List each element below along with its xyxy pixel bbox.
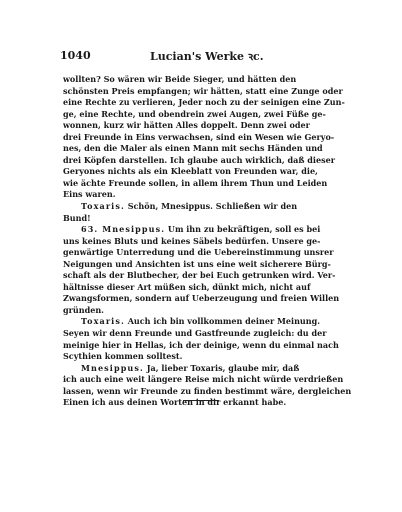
text-line bbox=[63, 189, 359, 201]
line-text: nes, den die Maler als einen Mann mit sechs Händen und bbox=[63, 143, 323, 154]
text-line bbox=[63, 259, 359, 271]
line-text: gründen. bbox=[63, 304, 104, 315]
speaker-name: Toxaris. bbox=[81, 316, 125, 327]
closing-rule bbox=[183, 400, 219, 401]
line-text: drei Köpfen darstellen. Ich glaube auch wirklich, daß dieser bbox=[63, 154, 335, 165]
text-line bbox=[63, 213, 359, 225]
text-line bbox=[63, 224, 359, 236]
line-text: ge, eine Rechte, und obendrein zwei Augen, zwei Füße ge- bbox=[63, 108, 326, 119]
text-line bbox=[63, 109, 359, 121]
text-line bbox=[63, 305, 359, 317]
text-line bbox=[63, 155, 359, 167]
line-text: schönsten Preis empfangen; wir hätten, statt eine Zunge oder bbox=[63, 85, 343, 96]
line-text: Seyen wir denn Freunde und Gastfreunde zugleich: du der bbox=[63, 328, 327, 339]
line-text: ich auch eine weit längere Reise mich nicht würde verdrießen bbox=[63, 374, 344, 385]
page-number: 1040 bbox=[60, 49, 91, 62]
text-line bbox=[63, 236, 359, 248]
text-line bbox=[63, 201, 359, 213]
line-text: genwärtige Unterredung und die Uebereinstimmung unsrer bbox=[63, 247, 334, 258]
text-line bbox=[63, 282, 359, 294]
line-text: drei Freunde in Eins verwachsen, sind ein Wesen wie Geryo- bbox=[63, 131, 335, 142]
body-text bbox=[63, 74, 359, 409]
text-line bbox=[63, 120, 359, 132]
line-text: Ja, lieber Toxaris, glaube mir, daß bbox=[146, 362, 300, 373]
text-line bbox=[63, 386, 359, 398]
line-text: Scythien kommen solltest. bbox=[63, 351, 183, 362]
line-text: wollten? So wären wir Beide Sieger, und hätten den bbox=[63, 74, 297, 84]
line-text: Zwangsformen, sondern auf Ueberzeugung und freien Willen bbox=[63, 293, 340, 304]
page-header bbox=[60, 49, 360, 65]
speaker-name: Mnesippus. bbox=[81, 362, 144, 373]
line-text: Um ihn zu bekräftigen, soll es bei bbox=[167, 224, 321, 235]
text-line bbox=[63, 132, 359, 144]
line-text: wie ächte Freunde sollen, in allem ihrem Thun und Leiden bbox=[63, 177, 328, 188]
text-line bbox=[63, 143, 359, 155]
line-text: uns keines Bluts und keines Säbels bedürfen. Unsere ge- bbox=[63, 235, 321, 246]
text-line bbox=[63, 86, 359, 98]
text-line bbox=[63, 97, 359, 109]
line-text: Bund! bbox=[63, 212, 91, 223]
text-line bbox=[63, 316, 359, 328]
text-line bbox=[63, 74, 359, 86]
line-text: Schön, Mnesippus. Schließen wir den bbox=[127, 201, 298, 212]
line-text: lassen, wenn wir Freunde zu finden bestimmt wäre, dergleichen bbox=[63, 385, 352, 396]
line-text: schaft als der Blutbecher, der bei Euch getrunken wird. Ver- bbox=[63, 270, 336, 281]
line-text: eine Rechte zu verlieren, Jeder noch zu der seinigen eine Zun- bbox=[63, 97, 345, 108]
text-line bbox=[63, 178, 359, 190]
text-line bbox=[63, 340, 359, 352]
line-text: wonnen, kurz wir hätten Alles doppelt. Denn zwei oder bbox=[63, 120, 310, 131]
line-text: hältnisse dieser Art müßen sich, dünkt mich, nicht auf bbox=[63, 281, 311, 292]
line-text: meinige hier in Hellas, ich der deinige, wenn du einmal nach bbox=[63, 339, 339, 350]
line-text: Neigungen und Ansichten ist uns eine weit sicherere Bürg- bbox=[63, 258, 331, 269]
text-line bbox=[63, 270, 359, 282]
speaker-name: Toxaris. bbox=[81, 201, 125, 212]
running-title: Lucian's Werke ꝛc. bbox=[150, 50, 264, 63]
text-line bbox=[63, 363, 359, 375]
text-line bbox=[63, 351, 359, 363]
line-text: Geryones nichts als ein Kleeblatt von Freunden war, die, bbox=[63, 166, 318, 177]
line-text: Einen ich aus deinen Worten in dir erkannt habe. bbox=[63, 397, 287, 408]
speaker-name: 63. Mnesippus. bbox=[81, 224, 166, 235]
line-text: Auch ich bin vollkommen deiner Meinung. bbox=[127, 316, 321, 327]
text-line bbox=[63, 293, 359, 305]
text-line bbox=[63, 328, 359, 340]
text-line bbox=[63, 166, 359, 178]
text-line bbox=[63, 247, 359, 259]
text-line bbox=[63, 374, 359, 386]
line-text: Eins waren. bbox=[63, 189, 116, 200]
